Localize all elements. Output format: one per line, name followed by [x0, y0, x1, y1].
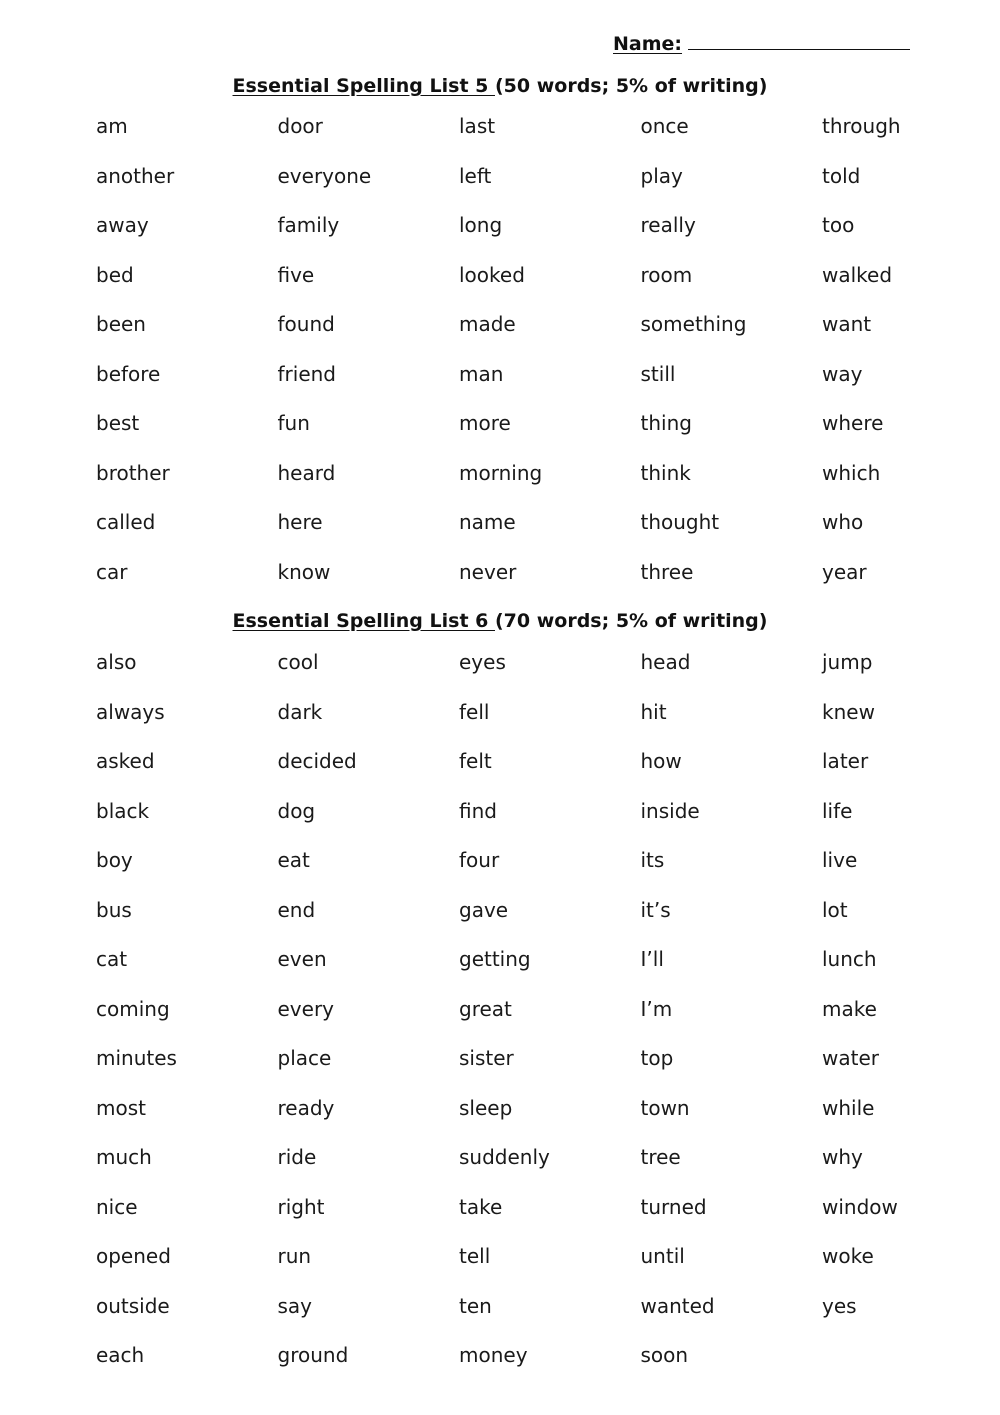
spelling-word: why — [822, 1145, 863, 1169]
spelling-word: more — [459, 411, 511, 435]
spelling-word: family — [277, 213, 340, 237]
spelling-word: through — [822, 114, 901, 138]
spelling-word: walked — [822, 262, 893, 287]
spelling-word: something — [640, 312, 747, 336]
spelling-word: eat — [277, 848, 310, 872]
spelling-word: always — [96, 699, 165, 724]
spelling-word: ground — [277, 1343, 349, 1367]
spelling-word: how — [640, 749, 682, 773]
spelling-word: know — [277, 559, 331, 584]
spelling-word: looked — [459, 262, 525, 287]
spelling-word: right — [277, 1194, 325, 1219]
spelling-word: which — [822, 460, 881, 485]
spelling-word: where — [822, 411, 884, 435]
spelling-word: room — [640, 262, 693, 287]
spelling-word: sister — [459, 1046, 514, 1070]
spelling-word: thought — [640, 510, 720, 534]
spelling-word: ride — [277, 1145, 317, 1169]
spelling-word: long — [459, 213, 503, 237]
spelling-word: last — [459, 114, 496, 138]
list-5-title: Essential Spelling List 5 — [232, 75, 495, 97]
spelling-word: coming — [96, 996, 170, 1021]
spelling-word: fun — [277, 411, 310, 435]
spelling-word: who — [822, 510, 864, 534]
spelling-word: take — [459, 1194, 503, 1219]
list-6-subtitle: (70 words; 5% of writing) — [494, 610, 768, 632]
spelling-word: still — [640, 361, 676, 386]
spelling-word: five — [277, 262, 315, 287]
spelling-word: inside — [640, 798, 700, 823]
spelling-word: thing — [640, 411, 692, 435]
spelling-word: door — [277, 114, 323, 138]
list-6-title: Essential Spelling List 6 — [232, 610, 495, 632]
spelling-word: everyone — [277, 163, 372, 188]
spelling-word: play — [640, 163, 683, 188]
spelling-word: jump — [822, 650, 873, 674]
spelling-word: cool — [277, 650, 319, 674]
name-field — [613, 31, 910, 57]
spelling-word: run — [277, 1244, 312, 1268]
spelling-word: ready — [277, 1095, 335, 1120]
spelling-word: tree — [640, 1145, 681, 1169]
spelling-word: it’s — [640, 897, 671, 922]
spelling-word: away — [96, 213, 149, 237]
spelling-word: soon — [640, 1343, 689, 1367]
spelling-word: nice — [96, 1194, 138, 1219]
spelling-word: once — [640, 114, 689, 138]
spelling-word: made — [459, 312, 516, 336]
spelling-word: wanted — [640, 1293, 715, 1318]
spelling-word: before — [96, 361, 161, 386]
spelling-word: another — [96, 163, 175, 188]
spelling-word: sleep — [459, 1095, 513, 1120]
spelling-word: outside — [96, 1293, 170, 1318]
spelling-word: every — [277, 996, 335, 1021]
spelling-word: found — [277, 312, 335, 336]
spelling-word: too — [822, 213, 855, 237]
spelling-word: while — [822, 1095, 875, 1120]
spelling-word: year — [822, 559, 867, 584]
spelling-word: tell — [459, 1244, 491, 1268]
spelling-word: yes — [822, 1293, 857, 1318]
spelling-word: gave — [459, 897, 509, 922]
spelling-word: black — [96, 798, 150, 823]
spelling-word: suddenly — [459, 1145, 550, 1169]
spelling-word: lot — [822, 897, 848, 922]
spelling-word: I’m — [640, 996, 673, 1021]
spelling-word: ten — [459, 1293, 492, 1318]
list-5-subtitle: (50 words; 5% of writing) — [494, 75, 768, 97]
spelling-word: asked — [96, 749, 155, 773]
spelling-word: bed — [96, 262, 134, 287]
spelling-word: getting — [459, 947, 531, 971]
spelling-word: told — [822, 163, 861, 188]
spelling-word: eyes — [459, 650, 506, 674]
spelling-word: until — [640, 1244, 685, 1268]
spelling-word: say — [277, 1293, 313, 1318]
spelling-word: later — [822, 749, 869, 773]
list-6-word-grid — [96, 649, 976, 1392]
spelling-word: fell — [459, 699, 490, 724]
spelling-word: dog — [277, 798, 316, 823]
spelling-word: opened — [96, 1244, 171, 1268]
spelling-word: minutes — [96, 1046, 177, 1070]
spelling-word: really — [640, 213, 696, 237]
name-blank-line[interactable] — [688, 31, 910, 50]
spelling-word: man — [459, 361, 504, 386]
spelling-word: here — [277, 510, 323, 534]
spelling-word: hit — [640, 699, 667, 724]
spelling-word: money — [459, 1343, 528, 1367]
spelling-word: morning — [459, 460, 543, 485]
spelling-word: place — [277, 1046, 332, 1070]
spelling-word: also — [96, 650, 137, 674]
spelling-word: think — [640, 460, 691, 485]
spelling-word: felt — [459, 749, 492, 773]
spelling-word: heard — [277, 460, 336, 485]
spelling-word: three — [640, 559, 694, 584]
spelling-word: cat — [96, 947, 128, 971]
spelling-word: its — [640, 848, 665, 872]
spelling-word: town — [640, 1095, 690, 1120]
spelling-word: turned — [640, 1194, 707, 1219]
spelling-word: want — [822, 312, 872, 336]
list-5-word-grid — [96, 113, 976, 608]
list-5-heading — [0, 73, 1000, 99]
spelling-word: even — [277, 947, 327, 971]
spelling-word: been — [96, 312, 146, 336]
spelling-word: dark — [277, 699, 323, 724]
spelling-word: way — [822, 361, 863, 386]
spelling-word: head — [640, 650, 691, 674]
spelling-word: water — [822, 1046, 879, 1070]
spelling-word: find — [459, 798, 497, 823]
spelling-word: left — [459, 163, 492, 188]
spelling-word: am — [96, 114, 128, 138]
spelling-word: I’ll — [640, 947, 664, 971]
spelling-word: make — [822, 996, 877, 1021]
spelling-word: each — [96, 1343, 145, 1367]
spelling-word: window — [822, 1194, 898, 1219]
spelling-word: decided — [277, 749, 357, 773]
spelling-word: lunch — [822, 947, 877, 971]
spelling-word: woke — [822, 1244, 874, 1268]
spelling-word: never — [459, 559, 517, 584]
spelling-word — [822, 1342, 976, 1392]
spelling-word: knew — [822, 699, 875, 724]
spelling-word: live — [822, 848, 858, 872]
spelling-word: brother — [96, 460, 170, 485]
spelling-word: great — [459, 996, 512, 1021]
spelling-word: life — [822, 798, 853, 823]
spelling-word: best — [96, 411, 140, 435]
spelling-word: end — [277, 897, 316, 922]
spelling-word: boy — [96, 848, 133, 872]
spelling-word: four — [459, 848, 500, 872]
name-label: Name: — [613, 33, 683, 55]
list-6-heading — [0, 608, 1000, 634]
spelling-word: car — [96, 559, 128, 584]
spelling-word: bus — [96, 897, 132, 922]
spelling-word: much — [96, 1145, 152, 1169]
spelling-word: top — [640, 1046, 674, 1070]
spelling-word: friend — [277, 361, 336, 386]
spelling-word: most — [96, 1095, 146, 1120]
spelling-word: name — [459, 510, 516, 534]
spelling-word: called — [96, 510, 156, 534]
